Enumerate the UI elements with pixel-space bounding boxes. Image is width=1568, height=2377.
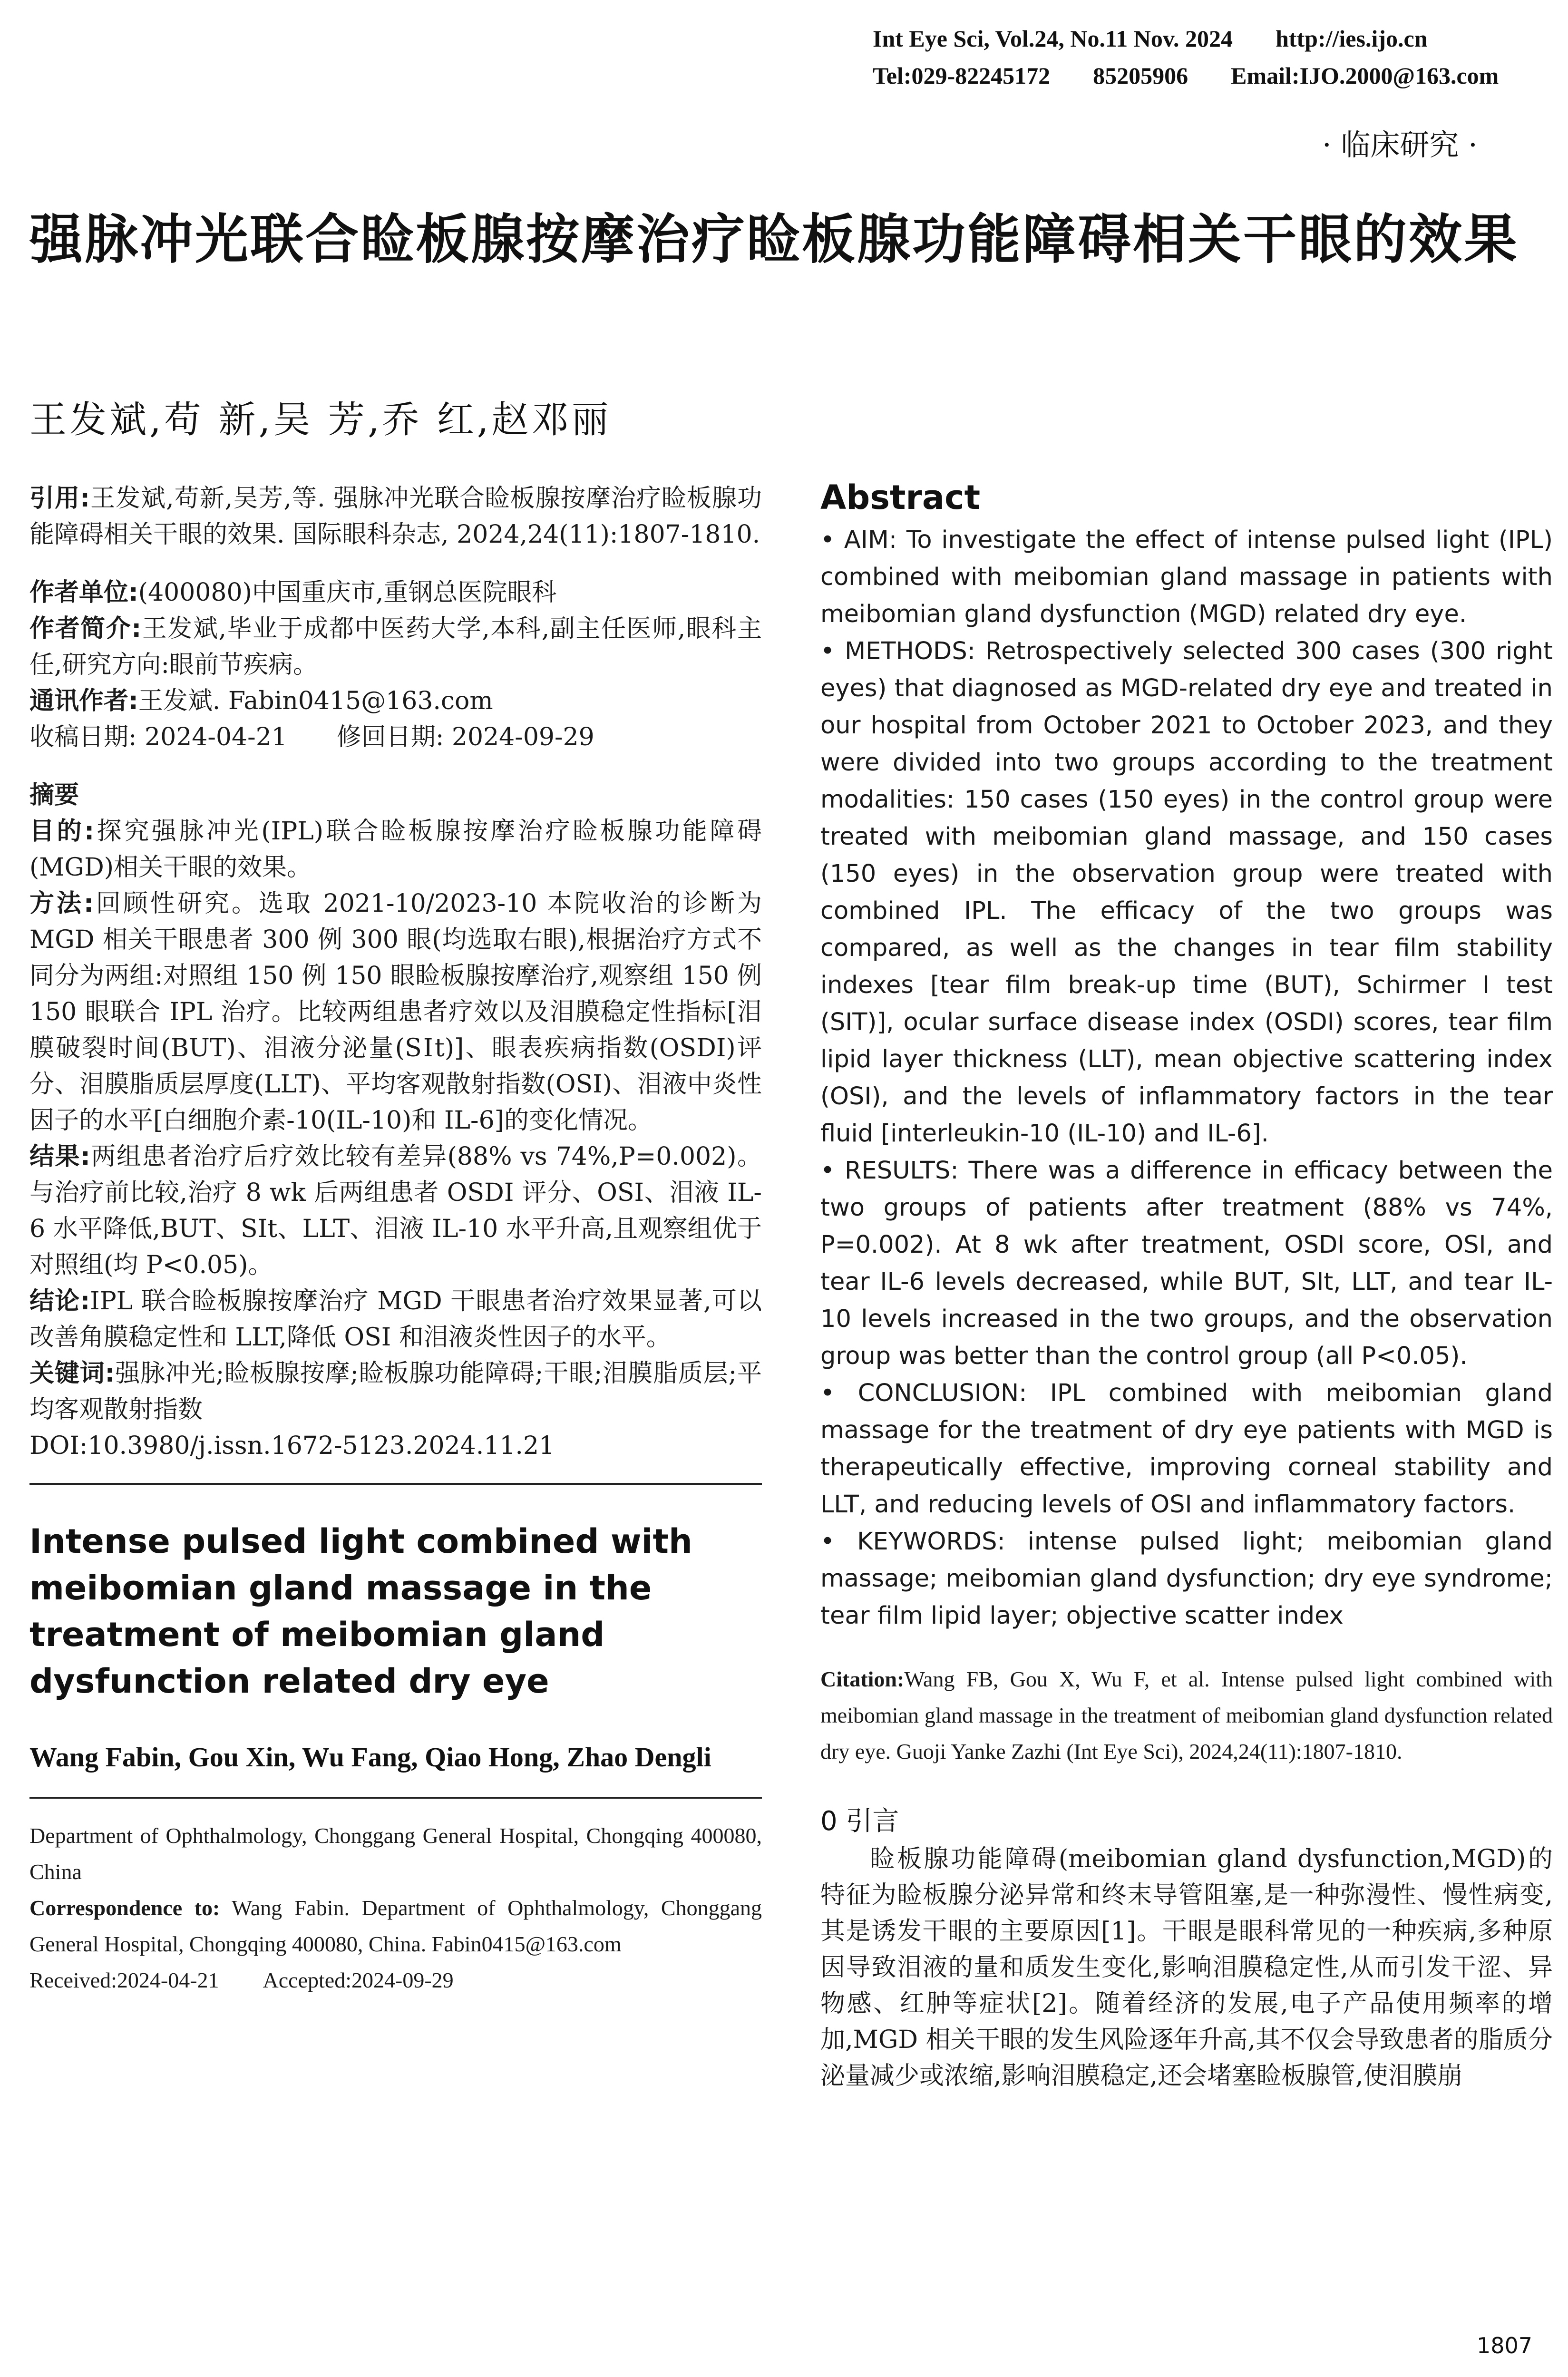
bio-text: 王发斌,毕业于成都中医药大学,本科,副主任医师,眼科主任,研究方向:眼前节疾病。 — [29, 614, 762, 679]
affiliation-label: 作者单位: — [29, 578, 138, 607]
right-column — [820, 478, 1553, 2094]
journal-email: Email:IJO.2000@163.com — [1231, 62, 1499, 89]
english-dates: Received:2024-04-21 Accepted:2024-09-29 — [29, 1968, 454, 1992]
affiliation-text: (400080)中国重庆市,重钢总医院眼科 — [138, 578, 557, 607]
keywords-text: 强脉冲光;睑板腺按摩;睑板腺功能障碍;干眼;泪膜脂质层;平均客观散射指数 — [29, 1359, 762, 1424]
bio-label: 作者简介: — [29, 614, 142, 643]
running-header-line1 — [873, 25, 1428, 52]
abstract-keywords: • KEYWORDS: intense pulsed light; meibomian gland massage; meibomian gland dysfunction; dry eye syndrome; tear film lipid layer; objective scatter index — [820, 1528, 1553, 1630]
journal-citation: Int Eye Sci, Vol.24, No.11 Nov. 2024 — [873, 25, 1233, 52]
aim-text: 探究强脉冲光(IPL)联合睑板腺按摩治疗睑板腺功能障碍(MGD)相关干眼的效果。 — [29, 817, 762, 882]
citation-label: 引用: — [29, 484, 90, 513]
abstract-heading-cn: 摘要 — [29, 781, 79, 809]
article-title: 强脉冲光联合睑板腺按摩治疗睑板腺功能障碍相关干眼的效果 — [29, 209, 1519, 271]
english-correspondence-text: Wang Fabin. Department of Ophthalmology, Chonggang General Hospital, Chongqing 400080, China. Fabin0415@163.com — [29, 1896, 762, 1956]
introduction-body — [820, 1841, 1553, 2094]
citation-text: 王发斌,苟新,吴芳,等. 强脉冲光联合睑板腺按摩治疗睑板腺功能障碍相关干眼的效果. 国际眼科杂志, 2024,24(11):1807-1810. — [29, 484, 762, 549]
page-number: 1807 — [1477, 2333, 1533, 2358]
journal-tel2: 85205906 — [1093, 62, 1188, 89]
abstract-conclusion: • CONCLUSION: IPL combined with meibomian gland massage for the treatment of dry eye patients with MGD is therapeutically effective, improving corneal stability and LLT, and reducing levels of OSI and inflammatory factors. — [820, 1379, 1553, 1519]
abstract-results: • RESULTS: There was a difference in efficacy between the two groups of patients after treatment (88% vs 74%, P=0.002). At 8 wk after treatment, OSDI score, OSI, and tear IL-6 levels decreased, while BUT, SIt, LLT, and tear IL-10 levels increased in the two groups, and the observation group was better than the control group (all P<0.05). — [820, 1157, 1553, 1370]
abstract-aim: • AIM: To investigate the effect of intense pulsed light (IPL) combined with meibomian gland massage in patients with meibomian gland dysfunction (MGD) related dry eye. — [820, 526, 1553, 628]
english-abstract — [820, 522, 1553, 1635]
author-info-block — [29, 575, 762, 755]
english-citation-label: Citation: — [820, 1667, 905, 1691]
english-citation — [820, 1661, 1553, 1770]
journal-tel: Tel:029-82245172 — [873, 62, 1051, 89]
methods-text: 回顾性研究。选取 2021-10/2023-10 本院收治的诊断为 MGD 相关干眼患者 300 例 300 眼(均选取右眼),根据治疗方式不同分为两组:对照组 150 例 150 眼睑板腺按摩治疗,观察组 150 例 150 眼联合 IPL 治疗。比较两组患者疗效以及泪膜稳定性指标[泪膜破裂时间(BUT)、泪液分泌量(SⅠt)]、眼表疾病指数(OSDI)评分、泪膜脂质层厚度(LLT)、平均客观散射指数(OSI)、泪液中炎性因子的水平[白细胞介素-10(IL-10)和 IL-6]的变化情况。 — [29, 889, 762, 1135]
abstract-heading-en: Abstract — [820, 478, 981, 517]
corresponding-text: 王发斌. Fabin0415@163.com — [138, 687, 493, 715]
running-header-line2 — [873, 62, 1499, 89]
english-correspondence-label: Correspondence to: — [29, 1896, 220, 1920]
dates-cn: 收稿日期: 2024-04-21 修回日期: 2024-09-29 — [29, 723, 594, 751]
conclusion-label: 结论: — [29, 1287, 90, 1315]
aim-label: 目的: — [29, 817, 95, 846]
english-authors: Wang Fabin, Gou Xin, Wu Fang, Qiao Hong, Zhao Dengli — [29, 1742, 711, 1773]
introduction-heading: 0 引言 — [820, 1806, 899, 1837]
corresponding-label: 通讯作者: — [29, 687, 138, 715]
doi: DOI:10.3980/j.issn.1672-5123.2024.11.21 — [29, 1432, 555, 1460]
abstract-methods: • METHODS: Retrospectively selected 300 cases (300 right eyes) that diagnosed as MGD-related dry eye and treated in our hospital from October 2021 to October 2023, and they were divided into two groups according to the treatment modalities: 150 cases (150 eyes) in the control group were treated with meibomian gland massage, and 150 cases (150 eyes) in the observation group were treated with combined IPL. The efficacy of the two groups was compared, as well as the changes in tear film stability indexes [tear film break-up time (BUT), Schirmer I test (SIT)], ocular surface disease index (OSDI) scores, tear film lipid layer thickness (LLT), mean objective scattering index (OSI), and the levels of inflammatory factors in the tear fluid [interleukin-10 (IL-10) and IL-6]. — [820, 637, 1553, 1148]
methods-label: 方法: — [29, 889, 94, 918]
divider-rule-2 — [29, 1797, 762, 1799]
results-label: 结果: — [29, 1142, 90, 1171]
english-affiliation-block — [29, 1818, 762, 1998]
english-title: Intense pulsed light combined with meibomian gland massage in the treatment of meibomian gland dysfunction related dry eye — [29, 1522, 692, 1701]
authors-chinese: 王发斌,苟 新,吴 芳,乔 红,赵邓丽 — [29, 399, 612, 441]
left-column — [29, 480, 762, 1998]
results-text: 两组患者治疗后疗效比较有差异(88% vs 74%,P=0.002)。与治疗前比较,治疗 8 wk 后两组患者 OSDI 评分、OSI、泪液 IL-6 水平降低,BUT、SⅠt、LLT、泪液 IL-10 水平升高,且观察组优于对照组(均 P<0.05)。 — [29, 1142, 762, 1279]
keywords-label: 关键词: — [29, 1359, 115, 1388]
section-tag: · 临床研究 · — [1322, 127, 1478, 162]
english-citation-text: Wang FB, Gou X, Wu F, et al. Intense pulsed light combined with meibomian gland massage in the treatment of meibomian gland dysfunction related dry eye. Guoji Yanke Zazhi (Int Eye Sci), 2024,24(11):1807-1810. — [820, 1667, 1553, 1763]
conclusion-text: IPL 联合睑板腺按摩治疗 MGD 干眼患者治疗效果显著,可以改善角膜稳定性和 LLT,降低 OSI 和泪液炎性因子的水平。 — [29, 1287, 762, 1352]
journal-url: http://ies.ijo.cn — [1276, 25, 1428, 52]
introduction-paragraph: 睑板腺功能障碍(meibomian gland dysfunction,MGD)的特征为睑板腺分泌异常和终末导管阻塞,是一种弥漫性、慢性病变,其是诱发干眼的主要原因[1]。干眼是眼科常见的一种疾病,多种原因导致泪液的量和质发生变化,影响泪膜稳定性,从而引发干涩、异物感、红肿等症状[2]。随着经济的发展,电子产品使用频率的增加,MGD 相关干眼的发生风险逐年升高,其不仅会导致患者的脂质分泌量减少或浓缩,影响泪膜稳定,还会堵塞睑板腺管,使泪膜崩 — [820, 1845, 1553, 2090]
english-department: Department of Ophthalmology, Chonggang General Hospital, Chongqing 400080, China — [29, 1823, 762, 1884]
divider-rule — [29, 1483, 762, 1485]
chinese-abstract — [29, 777, 762, 1464]
citation-block — [29, 480, 762, 553]
